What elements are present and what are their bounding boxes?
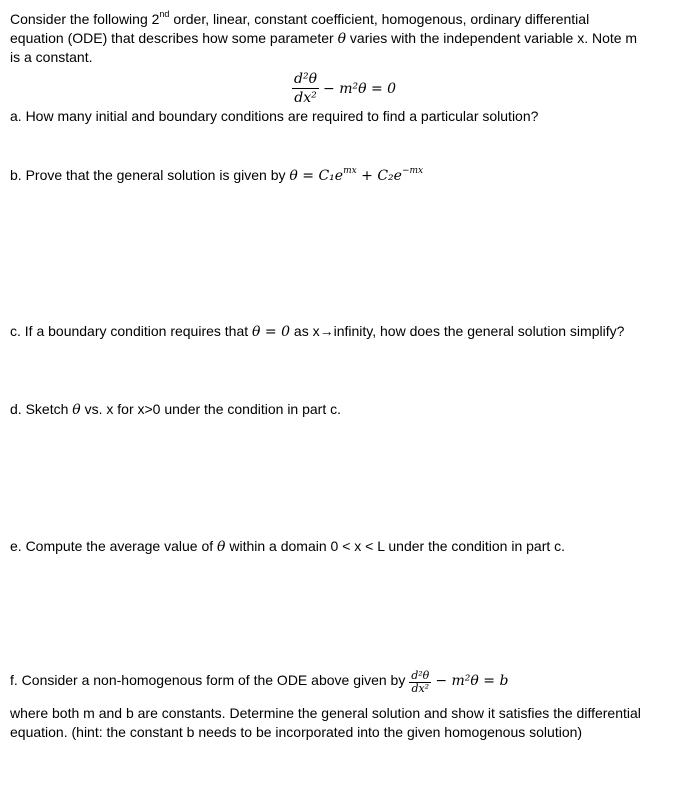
exponent-positive: mx (343, 166, 357, 177)
general-solution-formula (289, 168, 423, 184)
part-b-text: b. Prove that the general solution is given by (10, 167, 290, 183)
ordinal-superscript: nd (159, 9, 170, 20)
equation-remainder: − m²θ = 0 (323, 80, 397, 97)
theta-symbol: θ (217, 539, 226, 555)
boundary-condition-formula: θ = 0 (252, 324, 291, 340)
exponent-negative: −mx (401, 166, 424, 177)
intro-line-3: is a constant. (10, 49, 93, 65)
part-a-question: a. How many initial and boundary conditions are required to find a particular solution? (10, 108, 539, 124)
fraction-denominator: dx² (411, 681, 430, 695)
fraction-denominator: dx² (294, 90, 317, 106)
part-f-text-start: f. Consider a non-homogenous form of the ODE above given by (10, 672, 410, 688)
part-c-text-mid: as x (290, 323, 320, 339)
part-c-text-end: infinity, how does the general solution simplify? (333, 323, 625, 339)
part-f-question-line-3: equation. (hint: the constant b needs to be incorporated into the given homogenous solution) (10, 724, 583, 740)
part-e-text-end: within a domain 0 < x < L under the condition in part c. (225, 538, 566, 554)
fraction-numerator: d²θ (294, 71, 318, 87)
part-c-text-start: c. If a boundary condition requires that (10, 323, 253, 339)
part-d-text-end: vs. x for x>0 under the condition in part c. (80, 401, 342, 417)
right-arrow-icon: → (319, 323, 334, 339)
intro-line-2 (10, 29, 637, 48)
part-c-question (10, 322, 624, 341)
second-derivative-fraction (409, 670, 431, 695)
part-f-question-line-2: where both m and b are constants. Determine the general solution and show it satisfies the differential (10, 705, 641, 721)
formula-first-term: θ = C₁e (289, 168, 344, 184)
equation-remainder: − m²θ = b (435, 673, 509, 689)
theta-symbol: θ (72, 402, 81, 418)
formula-second-term: + C₂e (356, 168, 402, 184)
part-f-question-line-1 (10, 668, 508, 695)
intro-line-2-start: equation (ODE) that describes how some parameter (10, 30, 338, 46)
part-e-text-start: e. Compute the average value of (10, 538, 218, 554)
intro-line-1-end: order, linear, constant coefficient, homogenous, ordinary differential (169, 11, 590, 27)
main-equation (292, 70, 396, 107)
second-derivative-fraction (292, 70, 319, 107)
part-d-question (10, 400, 341, 419)
part-b-question (10, 166, 423, 185)
part-e-question (10, 537, 565, 556)
fraction-numerator: d²θ (411, 668, 430, 682)
nonhomogeneous-equation (409, 668, 431, 695)
theta-symbol: θ (337, 31, 347, 47)
intro-line-1-start: Consider the following 2 (10, 11, 160, 27)
intro-line-2-end: varies with the independent variable x. Note m (346, 30, 638, 46)
part-d-text-start: d. Sketch (10, 401, 73, 417)
intro-line-1 (10, 10, 589, 28)
